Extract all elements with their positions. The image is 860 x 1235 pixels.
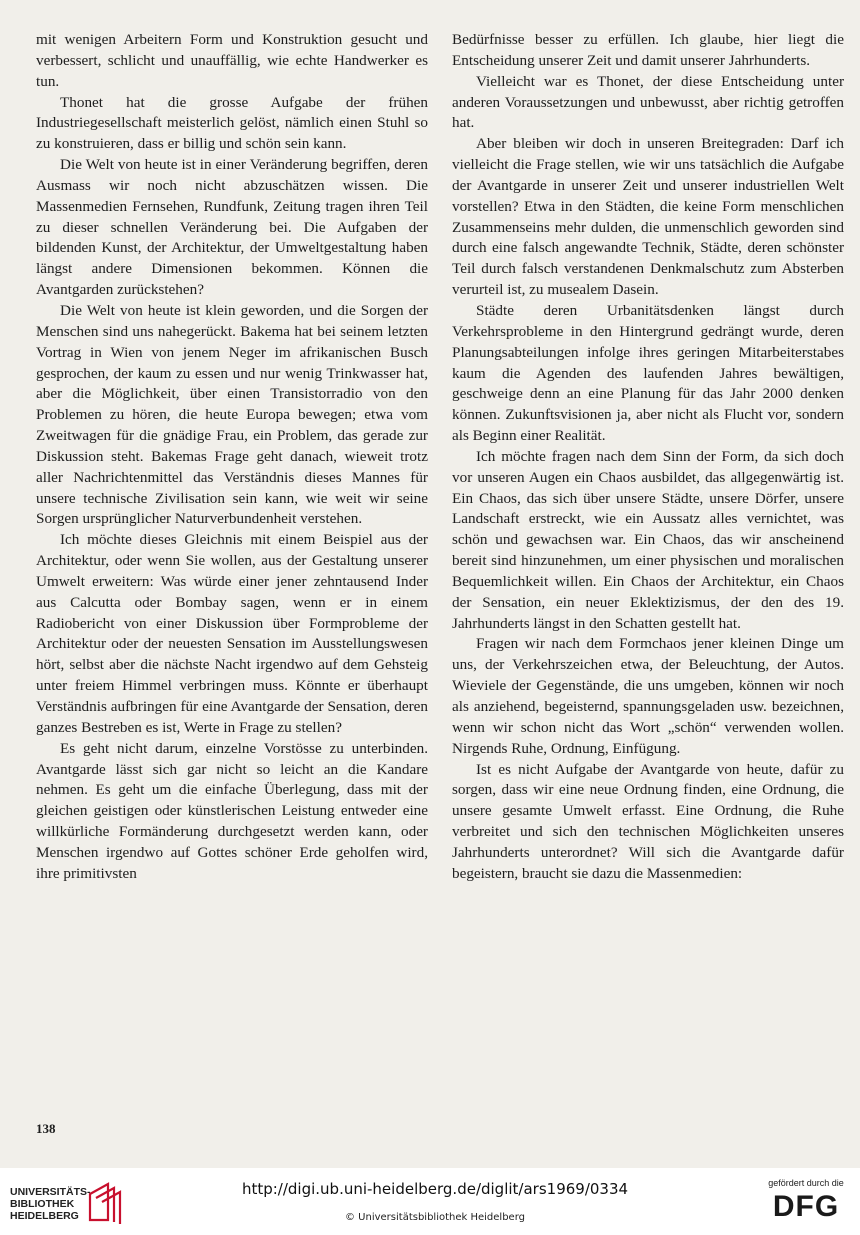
paragraph: Aber bleiben wir doch in unseren Breitegraden: Darf ich vielleicht die Frage stellen, wie wir uns tatsächlich die Aufgabe der Avantgarde in unserer Zeit und unserer industriellen Welt vorstellen? Etwa in den Städten, die keine Form menschlichen Zusammenseins mehr dulden, die unmenschlich geworden sind durch eine falsch angewandte Technik, Städte, deren schönster Teil durch falsch verstandenen Denkmalschutz zum Absterben verurteil ist, zu musealem Dasein. [452, 135, 844, 299]
paragraph: Städte deren Urbanitätsdenken längst durch Verkehrsprobleme in den Hintergrund gedrängt wurde, deren Planungsabteilungen infolge ihres geringen Mitarbeiterstabes kaum die Agenden des laufenden Jahres bewältigen, geschweige denn an eine Planung für das Jahr 2000 denken können. Zukunftsvisionen ja, aber nicht als Flucht vor, sondern als Beginn einer Realität. [452, 301, 844, 445]
library-name-line3: HEIDELBERG [10, 1210, 79, 1222]
paragraph: Ist es nicht Aufgabe der Avantgarde von heute, dafür zu sorgen, dass wir eine neue Ordnung finden, eine Ordnung, die unsere gesamte Umwelt erfasst. Eine Ordnung, die Ruhe verbreitet und sich den technischen Möglichkeiten unseres Jahrhunderts unterordnet? Will sich die Avantgarde dafür begeistern, braucht sie dazu die Massenmedien: [452, 760, 844, 882]
left-column [36, 30, 428, 885]
paragraph: Die Welt von heute ist klein geworden, und die Sorgen der Menschen sind uns nahegerückt. Bakema hat bei seinem letzten Vortrag in Wien von jenem Neger im afrikanischen Busch gesprochen, der kaum zu essen und nur wenig Trinkwasser hat, aber die Möglichkeit, über einen Transistorradio von den Problemen zu hören, die heute Europa bewegen; etwa vom Zweitwagen für die gnädige Frau, ein Problem, das gerade zur Diskussion steht. Bakemas Frage geht danach, wieweit trotz aller Nachrichtenmittel das Verständnis dieses Mannes für unsere technische Zivilisation sein kann, wie weit wir seine Sorgen ursprünglicher Naturverbundenheit verstehen. [36, 301, 428, 528]
paragraph: Vielleicht war es Thonet, der diese Entscheidung unter anderen Voraussetzungen und unbewusst, aber richtig getroffen hat. [452, 72, 844, 132]
paragraph: Es geht nicht darum, einzelne Vorstösse zu unterbinden. Avantgarde lässt sich gar nicht so leicht an die Kandare nehmen. Es geht um die einfache Überlegung, dass mit der gleichen geistigen oder künstlerischen Leistung entweder eine willkürliche Formänderung durchgesetzt werden kann, oder Menschen irgendwo auf Gottes schöner Erde geholfen wird, ihre primitivsten [36, 739, 428, 882]
library-logo[interactable] [10, 1178, 130, 1228]
paragraph: mit wenigen Arbeitern Form und Konstruktion gesucht und verbessert, schlicht und unauffällig, wie echte Handwerker es tun. [36, 31, 428, 90]
paragraph: Thonet hat die grosse Aufgabe der frühen Industriegesellschaft meisterlich gelöst, nämlich einen Stuhl so zu konstruieren, dass er billig und schön sein kann. [36, 93, 428, 153]
paragraph: Ich möchte dieses Gleichnis mit einem Beispiel aus der Architektur, oder wenn Sie wollen, aus der Gestaltung unserer Umwelt erweitern: Was würde einer jener zehntausend Inder aus Calcutta oder Bombay sagen, wenn er in einem Radiobericht von einer Diskussion über Formprobleme der Architektur oder der neuesten Sensation im Ausstellungswesen hört, selbst aber die nächste Nacht irgendwo auf dem Gehsteig unter freiem Himmel verbringen muss. Könnte er überhaupt Verständnis aufbringen für eine Avantgarde der Sensation, deren ganzes Bestreben es ist, Werte in Frage zu stellen? [36, 531, 428, 736]
right-column [452, 30, 844, 885]
library-name-line1: UNIVERSITÄTS- [10, 1186, 91, 1198]
paragraph: Fragen wir nach dem Formchaos jener kleinen Dinge um uns, der Verkehrszeichen etwa, der Beleuchtung, der Autos. Wieviele der Gegenstände, die uns umgeben, können wir noch als anziehend, begeisternd, spannungsgeladen usw. bezeichnen, wenn wir schon nicht das Wort „schön“ verwenden wollen. Nirgends Ruhe, Ordnung, Einfügung. [452, 635, 844, 757]
footer-bar [0, 1168, 860, 1235]
library-name [10, 1186, 91, 1222]
paragraph: Die Welt von heute ist in einer Veränderung begriffen, deren Ausmass wir noch nicht abzuschätzen wissen. Die Massenmedien Fernsehen, Rundfunk, Zeitung tragen ihren Teil zu dieser schnellen Veränderung bei. Die Aufgaben der bildenden Kunst, der Architektur, der Umweltgestaltung haben längst andere Dimensionen bekommen. Können die Avantgarden zurückstehen? [36, 156, 428, 299]
library-emblem-icon [86, 1180, 126, 1224]
paragraph: Ich möchte fragen nach dem Sinn der Form, da sich doch vor unseren Augen ein Chaos ausbildet, das allgegenwärtig ist. Ein Chaos, das sich über unsere Städte, unsere Dörfer, unsere Landschaft erstreckt, wie ein Aussatz alles vernichtet, was schön und gewachsen war. Ein Chaos, das wir anscheinend bereit sind hinzunehmen, um einer physischen und moralischen Bequemlichkeit willen. Ein Chaos der Architektur, ein Chaos der Sensation, ein neuer Eklektizismus, der den des 19. Jahrhunderts längst in den Schatten gestellt hat. [452, 447, 844, 632]
copyright-notice: © Universitätsbibliothek Heidelberg [344, 1212, 525, 1223]
funder-note: gefördert durch die [768, 1178, 844, 1188]
library-name-line2: BIBLIOTHEK [10, 1198, 75, 1210]
permalink-url[interactable]: http://digi.ub.uni-heidelberg.de/diglit/ars1969/0334 [241, 1180, 629, 1198]
paragraph: Bedürfnisse besser zu erfüllen. Ich glaube, hier liegt die Entscheidung unserer Zeit und damit unserer Jahrhunderts. [452, 31, 844, 69]
page-number: 138 [36, 1121, 56, 1136]
dfg-logo[interactable]: DFG [772, 1190, 840, 1223]
